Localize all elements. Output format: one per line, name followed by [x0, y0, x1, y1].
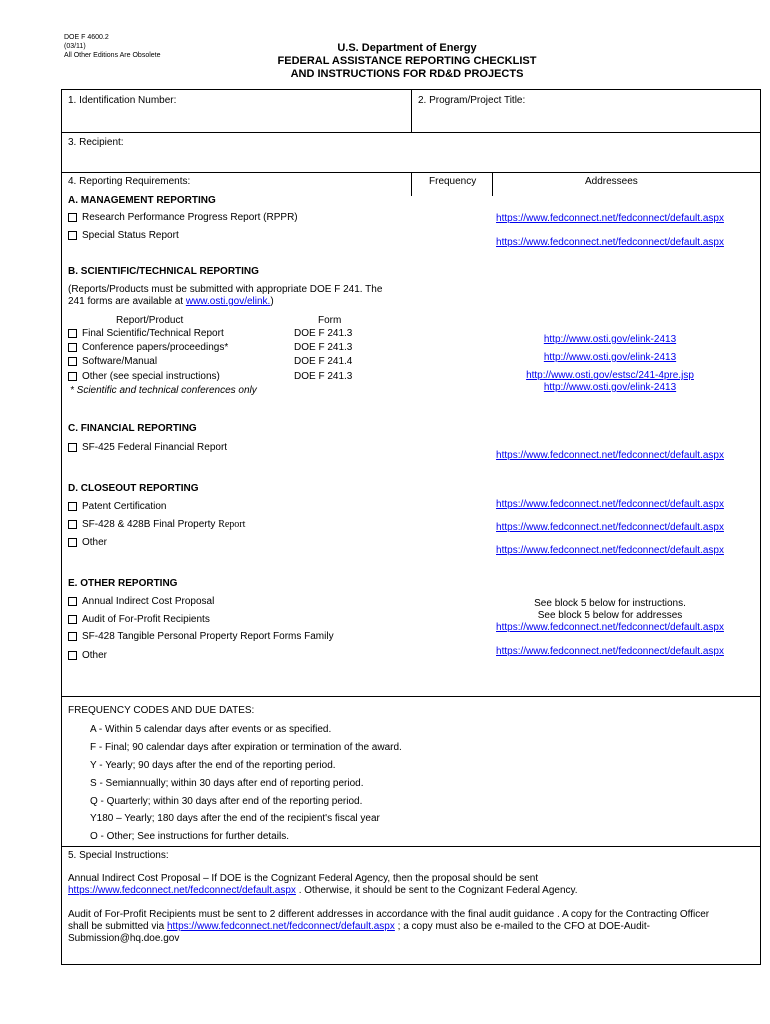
freq-code-y180: Y180 – Yearly; 180 days after the end of the recipient's fiscal year — [90, 813, 380, 824]
sf428-final-suffix: Report — [218, 519, 246, 530]
final-sci-tech-checkbox[interactable] — [68, 329, 77, 338]
sf425-checkbox[interactable] — [68, 443, 77, 452]
p2-line3: Submission@hq.doe.gov — [68, 933, 180, 944]
final-sci-tech-form: DOE F 241.3 — [294, 328, 353, 339]
other-sci-form: DOE F 241.3 — [294, 371, 353, 382]
section-d-address-2[interactable]: https://www.fedconnect.net/fedconnect/default.aspx — [496, 522, 724, 533]
p2-line1: Audit of For-Profit Recipients must be sent to 2 different addresses in accordance with the final audit guidance . A copy for the Contracting Officer — [68, 909, 710, 920]
title-line-3: AND INSTRUCTIONS FOR RD&D PROJECTS — [290, 68, 524, 80]
conferences-footnote: * Scientific and technical conferences only — [70, 385, 257, 396]
section-a-address-2[interactable]: https://www.fedconnect.net/fedconnect/default.aspx — [496, 237, 724, 248]
section-c-heading: C. FINANCIAL REPORTING — [68, 423, 197, 434]
section-e-heading: E. OTHER REPORTING — [68, 578, 178, 589]
indirect-cost-checkbox[interactable] — [68, 597, 77, 606]
p2-rest: ; a copy must also be e-mailed to the CFO at DOE-Audit- — [394, 921, 650, 932]
closeout-other-label: Other — [82, 537, 108, 548]
identification-number-field[interactable]: 1. Identification Number: — [68, 95, 177, 106]
software-manual-checkbox[interactable] — [68, 357, 77, 366]
section-e-note-1: See block 5 below for instructions. — [534, 598, 686, 609]
other-reporting-label: Other — [82, 650, 108, 661]
title-line-1: U.S. Department of Energy — [337, 42, 477, 54]
section-b-address-4[interactable]: http://www.osti.gov/elink-2413 — [543, 382, 677, 393]
section-a-heading: A. MANAGEMENT REPORTING — [68, 195, 216, 206]
section-b-note-line2 — [68, 296, 274, 307]
p1-line2 — [68, 885, 758, 897]
other-sci-label: Other (see special instructions) — [82, 371, 220, 382]
form-number: DOE F 4600.2 — [64, 34, 109, 41]
patent-cert-checkbox[interactable] — [68, 502, 77, 511]
freq-code-o: O - Other; See instructions for further details. — [90, 831, 289, 842]
freq-code-s: S - Semiannually; within 30 days after end of reporting period. — [90, 778, 364, 789]
section-e-address-1[interactable]: https://www.fedconnect.net/fedconnect/default.aspx — [496, 622, 724, 633]
freq-code-y: Y - Yearly; 90 days after the end of the reporting period. — [90, 760, 336, 771]
section-a-address-1[interactable]: https://www.fedconnect.net/fedconnect/default.aspx — [496, 213, 724, 224]
frequency-codes-heading: FREQUENCY CODES AND DUE DATES: — [68, 705, 255, 716]
audit-instructions — [68, 909, 758, 945]
divider — [411, 89, 412, 133]
section-b-address-2[interactable]: http://www.osti.gov/elink-2413 — [543, 352, 677, 363]
audit-checkbox[interactable] — [68, 615, 77, 624]
sf428-final-text: SF-428 & 428B Final Property — [82, 519, 216, 530]
p1-line1: Annual Indirect Cost Proposal – If DOE is the Cognizant Federal Agency, then the proposal should be sent — [68, 873, 539, 884]
divider — [492, 172, 493, 196]
other-sci-checkbox[interactable] — [68, 372, 77, 381]
divider — [61, 846, 761, 847]
patent-cert-label: Patent Certification — [82, 501, 167, 512]
special-instructions-label: 5. Special Instructions: — [68, 850, 169, 861]
sf428-tangible-checkbox[interactable] — [68, 632, 77, 641]
program-title-field[interactable]: 2. Program/Project Title: — [418, 95, 526, 106]
freq-code-a: A - Within 5 calendar days after events or as specified. — [90, 724, 332, 735]
software-manual-form: DOE F 241.4 — [294, 356, 353, 367]
osti-elink-link[interactable]: www.osti.gov/elink. — [185, 296, 271, 307]
addressees-header: Addressees — [585, 176, 638, 187]
conference-papers-label: Conference papers/proceedings* — [82, 342, 229, 353]
special-status-checkbox[interactable] — [68, 231, 77, 240]
final-sci-tech-label: Final Scientific/Technical Report — [82, 328, 224, 339]
frequency-header: Frequency — [429, 176, 477, 187]
section-d-heading: D. CLOSEOUT REPORTING — [68, 483, 199, 494]
conference-papers-checkbox[interactable] — [68, 343, 77, 352]
section-b-note-line1: (Reports/Products must be submitted with appropriate DOE F 241. The — [68, 284, 383, 295]
divider — [411, 172, 412, 196]
p2-fedconnect-link[interactable]: https://www.fedconnect.net/fedconnect/default.aspx — [166, 921, 395, 932]
other-reporting-checkbox[interactable] — [68, 651, 77, 660]
freq-code-f: F - Final; 90 calendar days after expiration or termination of the award. — [90, 742, 402, 753]
note-paren: ) — [270, 296, 274, 307]
closeout-other-checkbox[interactable] — [68, 538, 77, 547]
form-header: Form — [318, 315, 342, 326]
section-d-address-3[interactable]: https://www.fedconnect.net/fedconnect/default.aspx — [496, 545, 724, 556]
sf428-final-checkbox[interactable] — [68, 520, 77, 529]
indirect-cost-instructions — [68, 873, 758, 897]
audit-label: Audit of For-Profit Recipients — [82, 614, 210, 625]
form-number-block — [64, 33, 161, 60]
rppr-label: Research Performance Progress Report (RPPR) — [82, 212, 298, 223]
p2-line2 — [68, 921, 758, 933]
section-b-address-1[interactable]: http://www.osti.gov/elink-2413 — [543, 334, 677, 345]
rppr-checkbox[interactable] — [68, 213, 77, 222]
software-manual-label: Software/Manual — [82, 356, 158, 367]
indirect-cost-label: Annual Indirect Cost Proposal — [82, 596, 215, 607]
sf425-label: SF-425 Federal Financial Report — [82, 442, 228, 453]
form-revision: (03/11) — [64, 43, 86, 50]
section-d-address-1[interactable]: https://www.fedconnect.net/fedconnect/default.aspx — [496, 499, 724, 510]
p2-pre: shall be submitted via — [68, 921, 167, 932]
reporting-requirements-label: 4. Reporting Requirements: — [68, 176, 191, 187]
title-line-2: FEDERAL ASSISTANCE REPORTING CHECKLIST — [277, 55, 537, 67]
sf428-tangible-label: SF-428 Tangible Personal Property Report Forms Family — [82, 631, 334, 642]
section-e-note-2: See block 5 below for addresses — [537, 610, 683, 621]
obsolete-note: All Other Editions Are Obsolete — [64, 52, 161, 59]
p1-fedconnect-link[interactable]: https://www.fedconnect.net/fedconnect/default.aspx — [68, 885, 296, 896]
freq-code-q: Q - Quarterly; within 30 days after end of the reporting period. — [90, 796, 363, 807]
page-title — [220, 42, 594, 81]
section-b-address-3[interactable]: http://www.osti.gov/estsc/241-4pre.jsp — [526, 370, 694, 381]
section-e-address-2[interactable]: https://www.fedconnect.net/fedconnect/default.aspx — [496, 646, 724, 657]
note-text: 241 forms are available at — [68, 296, 184, 307]
conference-papers-form: DOE F 241.3 — [294, 342, 353, 353]
divider — [61, 696, 761, 697]
section-c-address-1[interactable]: https://www.fedconnect.net/fedconnect/default.aspx — [496, 450, 724, 461]
report-product-header: Report/Product — [116, 315, 184, 326]
p1-rest: . Otherwise, it should be sent to the Cognizant Federal Agency. — [295, 885, 578, 896]
sf428-final-label — [82, 519, 245, 530]
recipient-field[interactable]: 3. Recipient: — [68, 137, 124, 148]
special-status-label: Special Status Report — [82, 230, 179, 241]
section-b-heading: B. SCIENTIFIC/TECHNICAL REPORTING — [68, 266, 259, 277]
